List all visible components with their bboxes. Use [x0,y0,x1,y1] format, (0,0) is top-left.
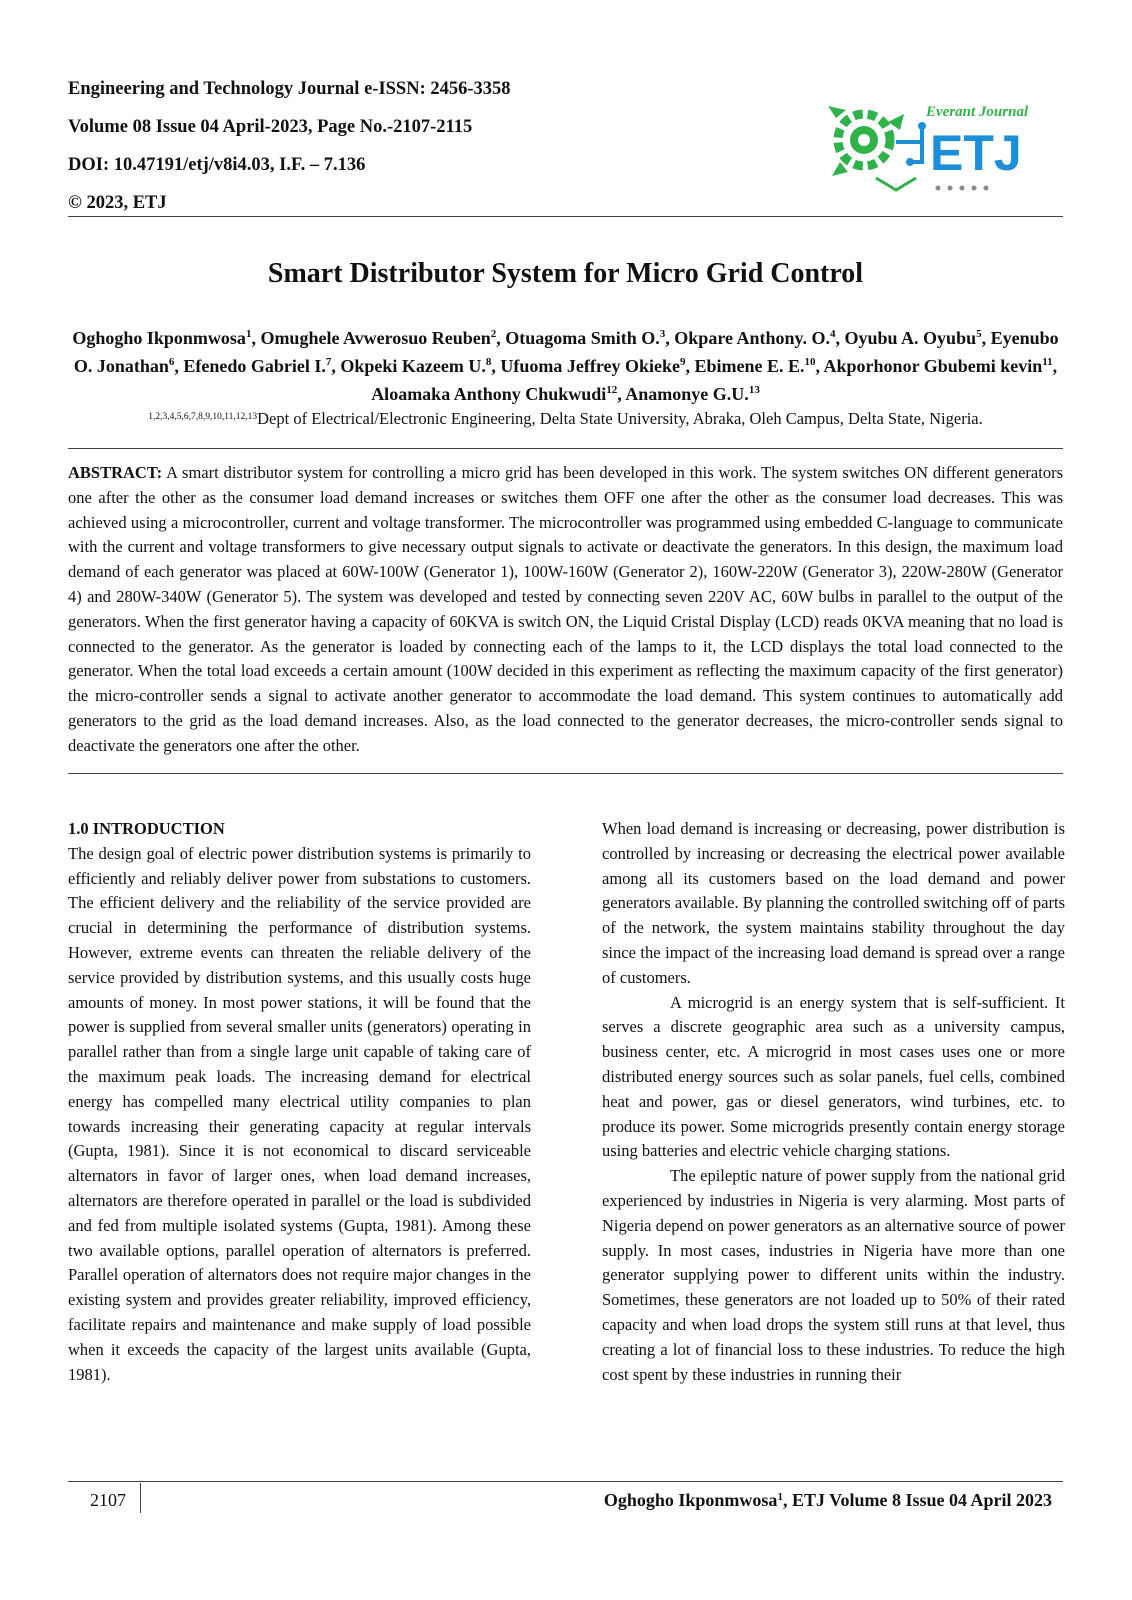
author-separator: , [815,356,824,376]
footer-divider [68,1481,1063,1482]
author-affiliation-sup: 5 [976,328,982,340]
right-column [602,817,1065,1387]
author-separator: , [174,356,184,376]
author-name: Efenedo Gabriel I. [183,356,326,376]
author-list [68,324,1063,408]
author-affiliation-sup: 10 [804,356,816,368]
intro-paragraph-1: The design goal of electric power distribution systems is primarily to efficiently and reliably deliver power from substations to customers. The efficient delivery and the reliability of the service provided are crucial in determining the performance of distribution systems. However, extreme events can threaten the reliable delivery of the service provided by distribution systems, and this usually costs huge amounts of money. In most power stations, it will be found that the power is supplied from several smaller units (generators) operating in parallel rather than from a single large unit capable of taking care of the maximum peak loads. The increasing demand for electrical energy has compelled many electrical utility companies to plan towards increasing their generating capacity at regular intervals (Gupta, 1981). Since it is not economical to discard serviceable alternators in favor of larger ones, when load demand increases, alternators are therefore operated in parallel or the load is subdivided and fed from multiple isolated systems (Gupta, 1981). Among these two available options, parallel operation of alternators is preferred. Parallel operation of alternators does not require major changes in the existing system and provides greater reliability, improved efficiency, facilitate repairs and maintenance and make supply of load possible when it exceeds the capacity of the largest units available (Gupta, 1981). [68,843,531,1384]
abstract-text: A smart distributor system for controlling a micro grid has been developed in this work. The system switches ON different generators one after the other as the consumer load demand increases or switches them OFF one after the other as the consumer load decreases. This was achieved using a microcontroller, current and voltage transformer. The microcontroller was programmed using embedded C-language to communicate with the current and voltage transformers to give necessary output signals to activate or deactivate the generators. In this design, the maximum load demand of each generator was placed at 60W-100W (Generator 1), 100W-160W (Generator 2), 160W-220W (Generator 3), 220W-280W (Generator 4) and 280W-340W (Generator 5). The system was developed and tested by connecting seven 220V AC, 60W bulbs in parallel to the output of the generators. When the first generator having a capacity of 60KVA is switch ON, the Liquid Cristal Display (LCD) reads 0KVA meaning that no load is connected to the generator. As the generator is loaded by connecting each of the lamps to it, the LCD displays the total load connected to the generator. When the total load exceeds a certain amount (100W decided in this experiment as reflecting the maximum capacity of the first generator) the micro-controller sends a signal to activate another generator to accommodate the load demand. This system continues to automatically add generators to the grid as the load demand increases. Also, as the load connected to the generator decreases, the micro-controller sends signal to deactivate the generators one after the other. [68,463,1063,755]
author-affiliation-sup: 1 [245,328,252,340]
author-separator: , [496,328,506,348]
author-separator: , [251,328,261,348]
author-separator: , [1052,356,1058,376]
intro-paragraph-2: When load demand is increasing or decreasing, power distribution is controlled by increasing or decreasing the electrical power available among all its customers based on the load demand and power generators available. By planning the controlled switching off of parts of the network, the system maintains stability throughout the day since the impact of the increasing load demand is spread over a range of customers. [602,819,1065,987]
author-affiliation-sup: 12 [606,384,618,396]
author-separator: , [835,328,845,348]
author-name: Anamonye G.U. [625,384,749,404]
author-name: Oghogho Ikponmwosa [72,328,246,348]
author-affiliation-sup: 3 [659,328,666,340]
abstract-top-divider [68,448,1063,449]
journal-issn-line: Engineering and Technology Journal e-ISSN: 2456-3358 [68,79,511,99]
author-affiliation-sup: 9 [680,356,686,368]
footer-citation [604,1487,1052,1513]
author-affiliation-sup: 13 [748,384,760,396]
doi-line: DOI: 10.47191/etj/v8i4.03, I.F. – 7.136 [68,155,366,175]
author-separator: , [685,356,695,376]
footer-journal-ref: , ETJ Volume 8 Issue 04 April 2023 [782,1490,1052,1510]
affiliation-text: Dept of Electrical/Electronic Engineering, Delta State University, Abraka, Oleh Campus, Delta State, Nigeria. [257,409,983,428]
intro-paragraph-4: The epileptic nature of power supply from the national grid experienced by industries in Nigeria is very alarming. Most parts of Nigeria depend on power generators as an alternative source of power supply. In most cases, industries in Nigeria have more than one generator supplying power to different units within the industry. Sometimes, these generators are not loaded up to 50% of their rated capacity and when load drops the system still runs at that level, thus creating a lot of financial loss to these industries. To reduce the high cost spent by these industries in running their [602,1166,1065,1384]
footer-author: Oghogho Ikponmwosa [603,1490,778,1510]
author-affiliation-sup: 8 [485,356,492,368]
author-name: Omughele Avwerosuo Reuben [260,328,491,348]
author-separator: , [491,356,501,376]
author-separator: , [981,328,991,348]
author-name: Okpare Anthony. O. [674,328,831,348]
abstract-label: ABSTRACT: [68,463,163,482]
copyright-line: © 2023, ETJ [68,193,167,213]
author-name: Okpeki Kazeem U. [340,356,486,376]
page-number: 2107 [90,1490,126,1510]
gear-icon [828,106,904,176]
author-affiliation-sup: 6 [168,356,175,368]
author-name: Oyubu A. Oyubu [844,328,977,348]
abstract [68,461,1063,759]
paper-title: Smart Distributor System for Micro Grid Control [267,258,864,289]
author-separator: , [331,356,341,376]
affiliation-sup: 1,2,3,4,5,6,7,8,9,10,11,12,13 [148,412,258,422]
author-name: Ufuoma Jeffrey Okieke [500,356,680,376]
left-column [68,817,531,1387]
author-name: Akporhonor Gbubemi kevin [823,356,1043,376]
journal-header [68,70,628,222]
volume-line: Volume 08 Issue 04 April-2023, Page No.-2107-2115 [68,117,473,137]
author-separator: , [617,384,626,404]
author-name: Eyenubo O. Jonathan [73,328,1059,376]
affiliation [68,408,1063,430]
author-affiliation-sup: 11 [1042,356,1053,368]
logo-dots-icon [936,186,989,191]
footer-separator [140,1483,141,1513]
author-name: Otuagoma Smith O. [505,328,660,348]
intro-paragraph-3: A microgrid is an energy system that is self-sufficient. It serves a discrete geographic area such as a university campus, business center, etc. A microgrid in most cases uses one or more distributed energy sources such as solar panels, fuel cells, combined heat and power, gas or diesel generators, wind turbines, etc. to produce its power. Some microgrids presently contain energy storage using batteries and electric vehicle charging stations. [602,992,1065,1161]
author-separator: , [665,328,675,348]
author-name: Aloamaka Anthony Chukwudi [371,384,607,404]
footer-author-sup: 1 [777,1491,783,1503]
author-affiliation-sup: 7 [325,356,332,368]
abstract-bottom-divider [68,773,1063,774]
header-divider [68,216,1063,217]
logo-tagline: Everant Journal [926,104,1029,120]
etj-logo [826,92,1046,204]
logo-letters: ETJ [930,125,1022,181]
author-affiliation-sup: 2 [490,328,497,340]
author-name: Ebimene E. E. [694,356,805,376]
section-heading: 1.0 INTRODUCTION [68,819,225,838]
author-affiliation-sup: 4 [830,328,836,340]
